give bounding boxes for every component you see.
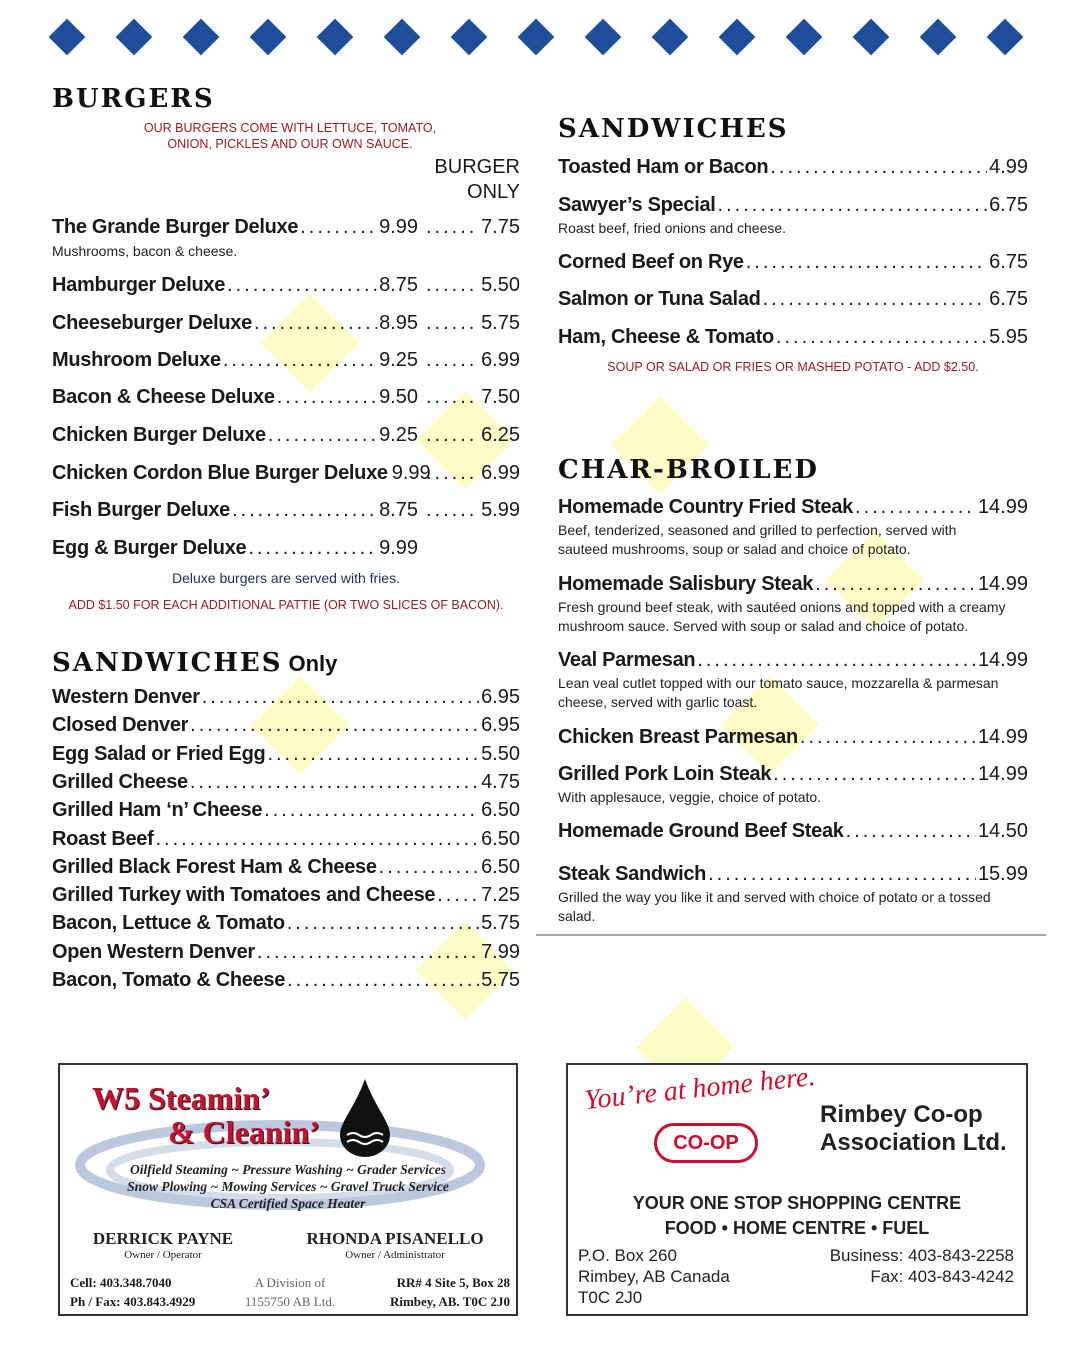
menu-item-price: 4.75 xyxy=(481,770,520,793)
diamond-icon xyxy=(317,19,354,56)
menu-item-price: 6.50 xyxy=(481,827,520,850)
menu-item xyxy=(558,726,1028,749)
menu-item-description: Grilled the way you like it and served with choice of potato or a tossed salad. xyxy=(558,889,991,924)
menu-item-name: Egg & Burger Deluxe xyxy=(52,537,247,559)
diamond-icon xyxy=(585,19,622,56)
menu-item-name: Egg Salad or Fried Egg xyxy=(52,742,266,765)
menu-item-name: Grilled Black Forest Ham & Cheese xyxy=(52,855,377,878)
leader-dots xyxy=(426,274,479,297)
leader-dots xyxy=(708,863,976,886)
diamond-icon xyxy=(719,19,756,56)
leader-dots xyxy=(426,462,479,485)
menu-item-name: Grilled Pork Loin Steak xyxy=(558,763,772,785)
diamond-icon xyxy=(116,19,153,56)
menu-item-name: Western Denver xyxy=(52,686,200,708)
burger-only-price: ..... 6.25 xyxy=(424,424,520,447)
menu-item xyxy=(52,216,418,239)
menu-item-name: Roast Beef xyxy=(52,827,154,850)
menu-item xyxy=(52,312,418,335)
leader-dots xyxy=(248,537,377,560)
diamond-icon xyxy=(786,19,823,56)
menu-item-name: Homemade Salisbury Steak xyxy=(558,573,814,595)
burger-only-price: ..... 7.50 xyxy=(424,386,520,409)
menu-item-price: 8.75 xyxy=(379,499,418,521)
menu-item-description: Roast beef, fried onions and cheese. xyxy=(558,220,787,236)
coop-slogan: You’re at home here. xyxy=(582,1060,817,1117)
sandwiches-only-title: SANDWICHES Only xyxy=(52,648,338,678)
menu-item xyxy=(52,771,520,794)
coop-address: P.O. Box 260 Rimbey, AB Canada T0C 2J0 xyxy=(578,1246,730,1307)
leader-dots xyxy=(223,349,377,372)
leader-dots xyxy=(770,156,987,179)
menu-item-price: 9.99 xyxy=(379,216,418,238)
menu-item-name: Chicken Breast Parmesan xyxy=(558,726,798,748)
coop-ad xyxy=(566,1060,1028,1316)
leader-dots xyxy=(254,312,377,335)
burger-only-price: ..... 5.75 xyxy=(424,312,520,335)
leader-dots xyxy=(287,912,479,935)
menu-item-name: Bacon & Cheese Deluxe xyxy=(52,386,275,408)
menu-item xyxy=(52,912,520,935)
menu-item-price: 5.75 xyxy=(481,969,520,991)
leader-dots xyxy=(426,216,479,239)
diamond-icon xyxy=(250,19,287,56)
menu-item-name: Homemade Ground Beef Steak xyxy=(558,820,844,842)
menu-item-price: 14.99 xyxy=(977,496,1028,518)
menu-item xyxy=(52,856,520,879)
menu-item xyxy=(52,499,418,522)
burger-only-price: ..... 5.99 xyxy=(424,499,520,522)
menu-item-price: 7.99 xyxy=(481,940,520,963)
diamond-icon xyxy=(49,19,86,56)
leader-dots xyxy=(155,828,479,851)
menu-item-description: Lean veal cutlet topped with our tomato sauce, mozzarella & parmesan cheese, served with garlic toast. xyxy=(558,675,999,710)
leader-dots xyxy=(227,274,377,297)
menu-item xyxy=(52,462,431,485)
menu-item xyxy=(558,863,1028,886)
menu-item-price: 9.25 xyxy=(379,424,418,446)
menu-item xyxy=(52,686,520,709)
menu-item-price: 6.50 xyxy=(481,855,520,878)
menu-item xyxy=(52,424,418,447)
diamond-icon xyxy=(518,19,555,56)
menu-item xyxy=(52,828,520,851)
burgers-section xyxy=(52,84,215,114)
w5-person2: RHONDA PISANELLO Owner / Administrator xyxy=(306,1229,484,1261)
menu-item-price: 6.50 xyxy=(481,799,520,822)
burger-only-price: ..... 5.50 xyxy=(424,274,520,297)
coop-logo: CO-OP xyxy=(654,1123,758,1163)
top-diamond-border xyxy=(52,20,1032,56)
menu-item xyxy=(558,288,1028,311)
menu-item xyxy=(558,156,1028,179)
leader-dots xyxy=(773,763,976,786)
menu-item-price: 8.95 xyxy=(379,312,418,334)
diamond-icon xyxy=(987,19,1024,56)
sandwiches-note: SOUP OR SALAD OR FRIES OR MASHED POTATO - ADD $2.50. xyxy=(607,360,979,374)
leader-dots xyxy=(846,820,976,843)
menu-item-description: Fresh ground beef steak, with sautéed onions and topped with a creamy mushroom sauce. Served with soup or salad and choice of potato. xyxy=(558,599,1006,634)
menu-item-price: 14.99 xyxy=(977,649,1028,671)
diamond-icon xyxy=(183,19,220,56)
menu-item-description: Beef, tenderized, seasoned and grilled to perfection, served with sauteed mushrooms, soup or salad and choice of potato. xyxy=(558,522,957,557)
menu-item-price: 14.99 xyxy=(977,726,1028,748)
menu-item-price: 9.50 xyxy=(379,386,418,408)
menu-item-price: 5.75 xyxy=(481,912,520,935)
burgers-note: OUR BURGERS COME WITH LETTUCE, TOMATO, ONION, PICKLES AND OUR OWN SAUCE. xyxy=(143,121,437,151)
menu-item xyxy=(558,573,1028,596)
background-diamond xyxy=(261,294,360,393)
diamond-icon xyxy=(920,19,957,56)
menu-item-name: Cheeseburger Deluxe xyxy=(52,312,252,334)
menu-item-name: Homemade Country Fried Steak xyxy=(558,496,854,518)
menu-item-description: With applesauce, veggie, choice of potato. xyxy=(558,789,822,805)
menu-item xyxy=(52,386,418,409)
leader-dots xyxy=(257,941,479,964)
leader-dots xyxy=(426,424,479,447)
leader-dots xyxy=(426,499,479,522)
menu-item xyxy=(558,496,1028,519)
menu-item-price: 6.95 xyxy=(481,714,520,737)
menu-item-name: Ham, Cheese & Tomato xyxy=(558,326,774,348)
menu-item xyxy=(558,251,1028,274)
menu-item-name: Corned Beef on Rye xyxy=(558,251,744,273)
diamond-icon xyxy=(384,19,421,56)
menu-item-name: Open Western Denver xyxy=(52,940,255,963)
menu-item-name: Fish Burger Deluxe xyxy=(52,499,230,521)
menu-item-price: 14.99 xyxy=(977,573,1028,595)
menu-item-price: 14.50 xyxy=(977,820,1028,842)
coop-phones: Business: 403-843-2258 Fax: 403-843-4242 xyxy=(829,1246,1014,1286)
menu-item-price: 9.99 xyxy=(379,537,418,559)
menu-item-price: 5.95 xyxy=(989,326,1028,348)
menu-item-name: Veal Parmesan xyxy=(558,649,696,671)
w5-division: A Division of 1155750 AB Ltd. xyxy=(244,1275,336,1309)
menu-item-name: Bacon, Lettuce & Tomato xyxy=(52,912,285,935)
menu-item-price: 6.75 xyxy=(989,251,1028,273)
menu-item xyxy=(558,326,1028,349)
burger-only-price: ..... 7.75 xyxy=(424,216,520,239)
w5-services: Oilfield Steaming ~ Pressure Washing ~ Grader Services Snow Plowing ~ Mowing Services ~ Gravel Truck Service CSA Certified Space Heater xyxy=(127,1162,449,1211)
leader-dots xyxy=(746,251,987,274)
sandwiches-title: SANDWICHES xyxy=(558,114,789,144)
leader-dots xyxy=(190,714,479,737)
leader-dots xyxy=(855,496,976,519)
menu-item-price: 14.99 xyxy=(977,763,1028,785)
burger-only-header: BURGER ONLY xyxy=(434,156,520,203)
menu-item xyxy=(558,649,1028,672)
menu-item xyxy=(52,969,520,992)
coop-name: Rimbey Co-op Association Ltd. xyxy=(820,1101,1007,1156)
water-drop-icon xyxy=(335,1077,395,1157)
menu-item-price: 6.95 xyxy=(481,686,520,708)
deluxe-footnote: Deluxe burgers are served with fries. xyxy=(172,570,400,586)
char-broiled-title: CHAR-BROILED xyxy=(558,455,819,485)
menu-item xyxy=(558,194,1028,217)
menu-item-name: Bacon, Tomato & Cheese xyxy=(52,969,286,991)
menu-item xyxy=(52,941,520,964)
leader-dots xyxy=(232,499,377,522)
diamond-icon xyxy=(853,19,890,56)
w5-address: RR# 4 Site 5, Box 28 Rimbey, AB. T0C 2J0 xyxy=(389,1275,510,1309)
pattie-footnote: ADD $1.50 FOR EACH ADDITIONAL PATTIE (OR TWO SLICES OF BACON). xyxy=(68,598,504,612)
menu-item-price: 6.75 xyxy=(989,194,1028,216)
leader-dots xyxy=(426,386,479,409)
w5-phones: Cell: 403.348.7040 Ph / Fax: 403.843.4929 xyxy=(70,1275,196,1309)
leader-dots xyxy=(815,573,976,596)
coop-tagline: YOUR ONE STOP SHOPPING CENTRE FOOD • HOME CENTRE • FUEL xyxy=(632,1193,962,1238)
leader-dots xyxy=(697,649,976,672)
leader-dots xyxy=(287,969,479,992)
menu-item-name: Toasted Ham or Bacon xyxy=(558,156,769,178)
menu-item-price: 15.99 xyxy=(977,863,1028,885)
menu-item xyxy=(558,820,1028,843)
menu-item-name: Sawyer’s Special xyxy=(558,194,716,216)
diamond-icon xyxy=(652,19,689,56)
burgers-title: BURGERS xyxy=(52,84,215,114)
burger-only-price: ..... 6.99 xyxy=(424,462,520,485)
leader-dots xyxy=(437,884,479,907)
menu-item-name: Hamburger Deluxe xyxy=(52,274,226,296)
menu-item-price: 6.75 xyxy=(989,288,1028,310)
menu-item-price: 5.50 xyxy=(481,742,520,765)
leader-dots xyxy=(267,743,479,766)
menu-item-price: 4.99 xyxy=(989,156,1028,178)
menu-item xyxy=(52,274,418,297)
leader-dots xyxy=(718,194,988,217)
menu-item-name: Mushroom Deluxe xyxy=(52,349,221,371)
menu-item xyxy=(52,537,418,560)
menu-item-description: Mushrooms, bacon & cheese. xyxy=(52,243,238,259)
leader-dots xyxy=(300,216,377,239)
menu-item xyxy=(52,714,520,737)
leader-dots xyxy=(190,771,479,794)
menu-item-name: Steak Sandwich xyxy=(558,863,707,885)
w5-title: W5 Steamin’ & Cleanin’ xyxy=(92,1080,320,1150)
menu-item xyxy=(52,884,520,907)
leader-dots xyxy=(379,856,479,879)
menu-item xyxy=(558,763,1028,786)
menu-item-name: Grilled Turkey with Tomatoes and Cheese xyxy=(52,884,436,907)
leader-dots xyxy=(763,288,988,311)
menu-item-name: Chicken Cordon Blue Burger Deluxe xyxy=(52,462,388,484)
leader-dots xyxy=(268,424,377,447)
menu-item-price: 7.25 xyxy=(481,884,520,907)
leader-dots xyxy=(277,386,377,409)
diamond-icon xyxy=(451,19,488,56)
menu-item-price: 9.25 xyxy=(379,349,418,371)
leader-dots xyxy=(776,326,987,349)
leader-dots xyxy=(800,726,976,749)
divider xyxy=(536,934,1046,936)
menu-item xyxy=(52,799,520,822)
menu-item-name: The Grande Burger Deluxe xyxy=(52,216,299,238)
menu-item-price: 8.75 xyxy=(379,274,418,296)
leader-dots xyxy=(426,312,479,335)
menu-item xyxy=(52,743,520,766)
leader-dots xyxy=(426,349,479,372)
burger-only-price: ..... 6.99 xyxy=(424,349,520,372)
w5-person1: DERRICK PAYNE Owner / Operator xyxy=(92,1229,234,1261)
menu-item-name: Grilled Cheese xyxy=(52,770,188,793)
menu-item xyxy=(52,349,418,372)
menu-item-name: Chicken Burger Deluxe xyxy=(52,424,266,446)
leader-dots xyxy=(202,686,479,709)
menu-item-name: Closed Denver xyxy=(52,714,189,737)
leader-dots xyxy=(264,799,479,822)
menu-item-name: Salmon or Tuna Salad xyxy=(558,288,761,310)
w5-ad xyxy=(58,1063,518,1316)
menu-item-name: Grilled Ham ‘n’ Cheese xyxy=(52,799,263,822)
menu-item-price: 9.99 xyxy=(391,462,431,484)
